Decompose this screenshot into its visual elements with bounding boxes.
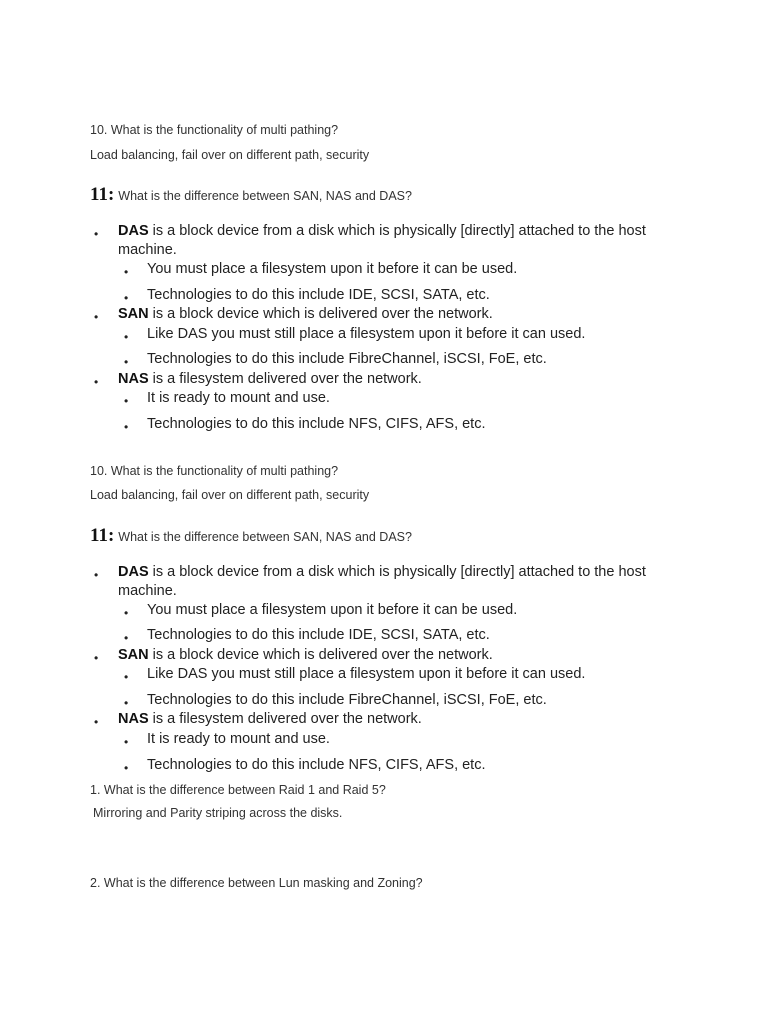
bullet-icon: • [124, 355, 129, 369]
bullet-icon: • [124, 394, 129, 408]
question-2-heading: 2. What is the difference between Lun masking and Zoning? [90, 876, 423, 890]
question-11-text: What is the difference between SAN, NAS and DAS? [118, 189, 412, 203]
das-description: is a block device from a disk which is physically [directly] attached to the host [148, 564, 646, 580]
question-10-answer: Load balancing, fail over on different path, security [90, 148, 370, 162]
question-11-number: 11: [90, 184, 115, 205]
san-description: is a block device which is delivered over the network. [148, 647, 493, 663]
das-description-continued: machine. [118, 583, 177, 599]
question-11-heading [90, 525, 412, 547]
bullet-icon: • [94, 227, 99, 241]
nas-sub-item: Technologies to do this include NFS, CIFS, AFS, etc. [147, 757, 486, 773]
bullet-icon: • [124, 420, 129, 434]
san-sub-item: Like DAS you must still place a filesystem upon it before it can used. [147, 326, 586, 342]
das-item [118, 564, 646, 580]
bullet-icon: • [124, 670, 129, 684]
question-11-heading [90, 184, 412, 206]
san-sub-item: Technologies to do this include FibreChannel, iSCSI, FoE, etc. [147, 351, 547, 367]
san-term: SAN [118, 306, 149, 322]
das-item [118, 223, 646, 239]
nas-description: is a filesystem delivered over the network. [148, 711, 422, 727]
question-10-heading: 10. What is the functionality of multi pathing? [90, 123, 339, 137]
san-item [118, 306, 493, 322]
nas-description: is a filesystem delivered over the network. [148, 371, 422, 387]
nas-term: NAS [118, 371, 149, 387]
san-item [118, 647, 493, 663]
question-11-number: 11: [90, 525, 115, 546]
das-sub-item: Technologies to do this include IDE, SCSI, SATA, etc. [147, 287, 490, 303]
das-term: DAS [118, 564, 149, 580]
san-term: SAN [118, 647, 149, 663]
das-description: is a block device from a disk which is physically [directly] attached to the host [148, 223, 646, 239]
nas-sub-item: Technologies to do this include NFS, CIFS, AFS, etc. [147, 416, 486, 432]
bullet-icon: • [124, 330, 129, 344]
das-sub-item: Technologies to do this include IDE, SCSI, SATA, etc. [147, 627, 490, 643]
question-10-heading: 10. What is the functionality of multi pathing? [90, 464, 339, 478]
bullet-icon: • [94, 651, 99, 665]
das-sub-item: You must place a filesystem upon it before it can be used. [147, 602, 518, 618]
question-1-answer: Mirroring and Parity striping across the disks. [93, 806, 343, 820]
question-10-answer: Load balancing, fail over on different path, security [90, 488, 370, 502]
nas-item [118, 711, 422, 727]
nas-sub-item: It is ready to mount and use. [147, 731, 330, 747]
nas-item [118, 371, 422, 387]
bullet-icon: • [124, 606, 129, 620]
bullet-icon: • [124, 696, 129, 710]
bullet-icon: • [94, 375, 99, 389]
nas-term: NAS [118, 711, 149, 727]
san-sub-item: Technologies to do this include FibreChannel, iSCSI, FoE, etc. [147, 692, 547, 708]
bullet-icon: • [94, 715, 99, 729]
bullet-icon: • [124, 735, 129, 749]
das-term: DAS [118, 223, 149, 239]
bullet-icon: • [124, 761, 129, 775]
bullet-icon: • [94, 568, 99, 582]
question-1-heading: 1. What is the difference between Raid 1 and Raid 5? [90, 783, 386, 797]
bullet-icon: • [124, 265, 129, 279]
bullet-icon: • [94, 310, 99, 324]
question-11-text: What is the difference between SAN, NAS and DAS? [118, 530, 412, 544]
das-sub-item: You must place a filesystem upon it before it can be used. [147, 261, 518, 277]
nas-sub-item: It is ready to mount and use. [147, 390, 330, 406]
bullet-icon: • [124, 631, 129, 645]
das-description-continued: machine. [118, 242, 177, 258]
san-description: is a block device which is delivered over the network. [148, 306, 493, 322]
san-sub-item: Like DAS you must still place a filesystem upon it before it can used. [147, 666, 586, 682]
bullet-icon: • [124, 291, 129, 305]
